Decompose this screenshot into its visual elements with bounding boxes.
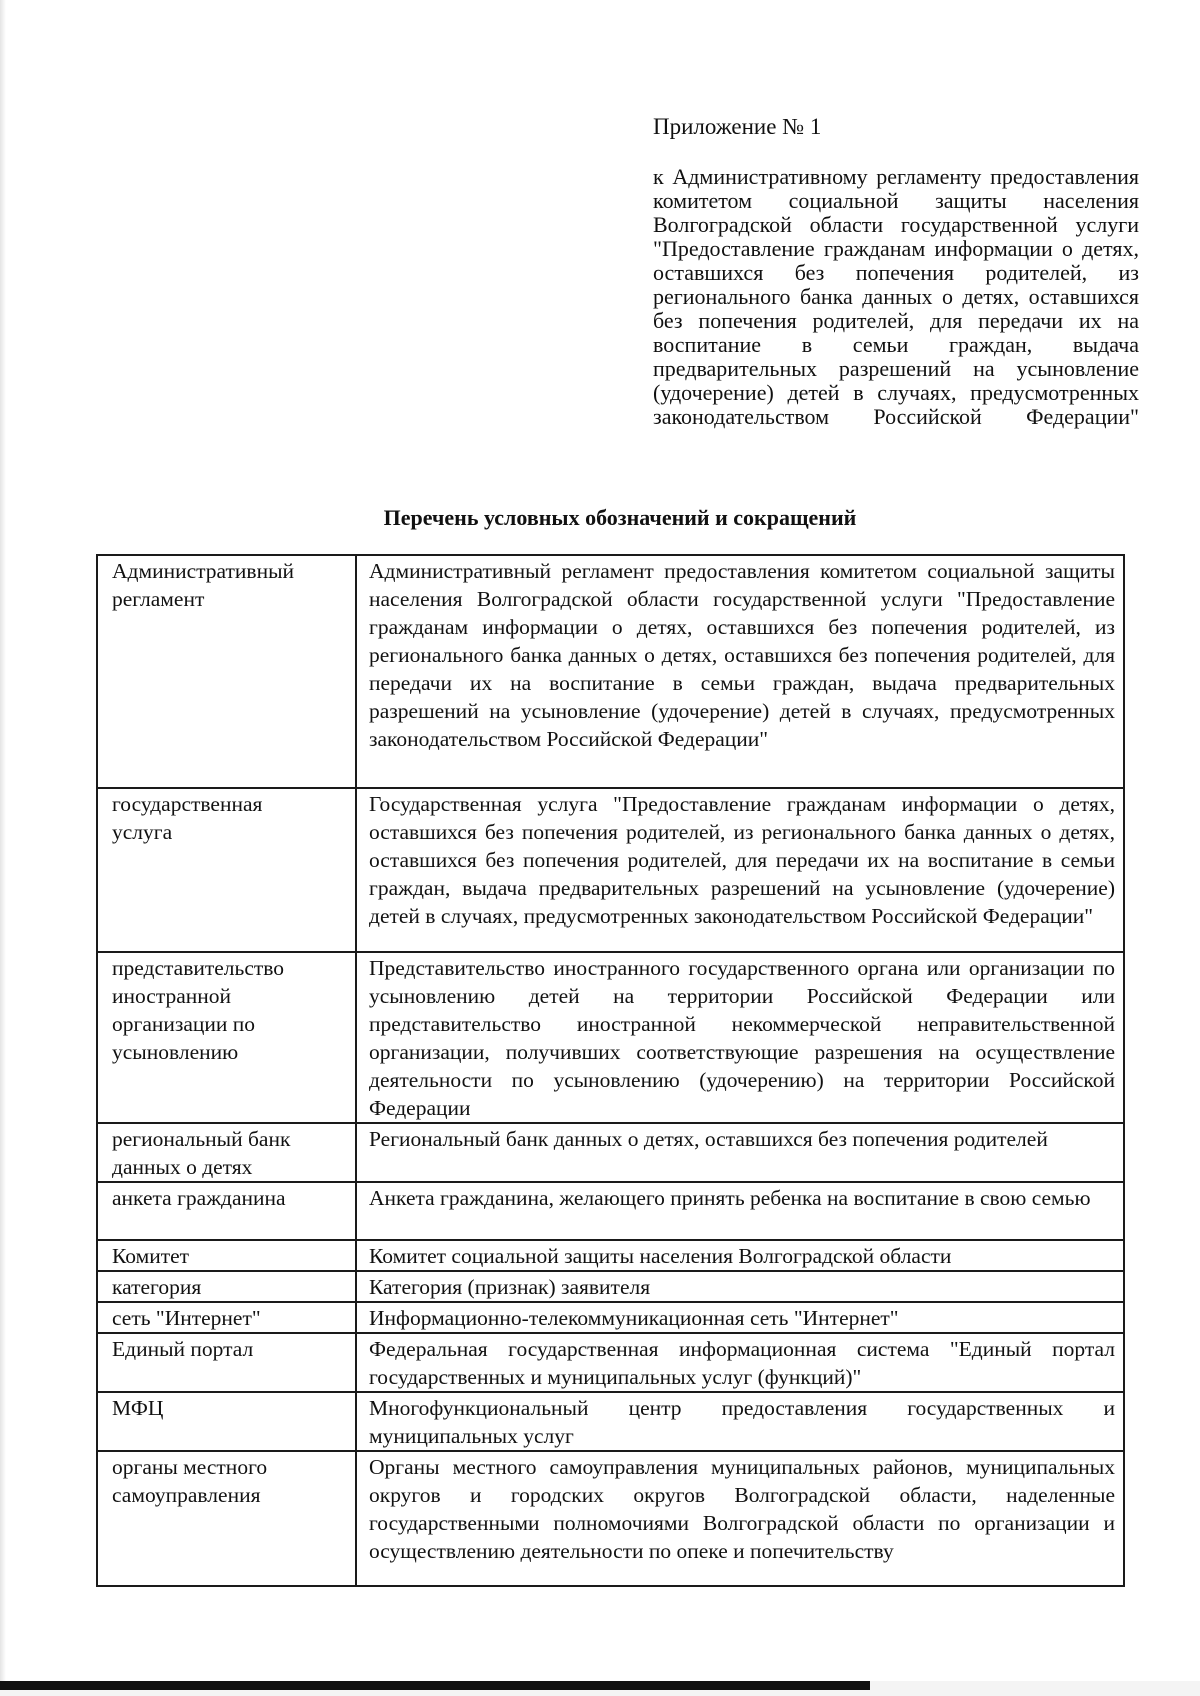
term-text: представительство иностранной организации по усыновлению xyxy=(112,956,285,1064)
definition-cell: Комитет социальной защиты населения Волгоградской области xyxy=(356,1240,1124,1271)
term-text: анкета гражданина xyxy=(112,1186,286,1210)
term-text: МФЦ xyxy=(112,1396,164,1420)
document-heading: Перечень условных обозначений и сокращений xyxy=(383,505,857,530)
term-text: Комитет xyxy=(112,1244,190,1268)
definition-cell: Многофункциональный центр предоставления государственных и муниципальных услуг xyxy=(356,1392,1124,1451)
table-row xyxy=(97,1182,1124,1240)
definition-cell: Федеральная государственная информационная система "Единый портал государственных и муниципальных услуг (функций)" xyxy=(356,1333,1124,1392)
term-text: государственная услуга xyxy=(112,792,263,844)
term-cell xyxy=(97,1451,356,1586)
table-row xyxy=(97,1392,1124,1451)
term-cell xyxy=(97,1302,356,1333)
term-text: сеть "Интернет" xyxy=(112,1306,261,1330)
term-cell xyxy=(97,1392,356,1451)
definition-cell: Региональный банк данных о детях, оставшихся без попечения родителей xyxy=(356,1123,1124,1182)
definition-cell: Категория (признак) заявителя xyxy=(356,1271,1124,1302)
term-text: Административный регламент xyxy=(112,559,295,611)
appendix-title: Приложение № 1 xyxy=(653,114,822,139)
term-cell xyxy=(97,1240,356,1271)
table-row xyxy=(97,788,1124,952)
definition-cell: Органы местного самоуправления муниципальных районов, муниципальных округов и городских округов Волгоградской области, наделенные государственными полномочиями Волгоградской области по организации и осуществлению деятельности по опеке и попечительству xyxy=(356,1451,1124,1586)
table-row xyxy=(97,1240,1124,1271)
term-cell xyxy=(97,1271,356,1302)
table-row xyxy=(97,1271,1124,1302)
table-row xyxy=(97,1123,1124,1182)
term-cell xyxy=(97,952,356,1123)
term-cell xyxy=(97,1123,356,1182)
term-cell xyxy=(97,1333,356,1392)
abbreviations-table xyxy=(96,554,1125,1587)
definition-cell: Административный регламент предоставления комитетом социальной защиты населения Волгоградской области государственной услуги "Предоставление гражданам информации о детях, оставшихся без попечения родителей, из регионального банка данных о детях, оставшихся без попечения родителей, для передачи их на воспитание в семьи граждан, выдача предварительных разрешений на усыновление (удочерение) детей в случаях, предусмотренных законодательством Российской Федерации" xyxy=(356,555,1124,788)
table-row xyxy=(97,1302,1124,1333)
appendix-description: к Административному регламенту предоставления комитетом социальной защиты населения Волгоградской области государственной услуги "Предоставление гражданам информации о детях, оставшихся без попечения родителей, из регионального банка данных о детях, оставшихся без попечения родителей, для передачи их на воспитание в семьи граждан, выдача предварительных разрешений на усыновление (удочерение) детей в случаях, предусмотренных законодательством Российской Федерации" xyxy=(653,164,1139,429)
definition-cell: Государственная услуга "Предоставление гражданам информации о детях, оставшихся без попечения родителей, из регионального банка данных о детях, оставшихся без попечения родителей, для передачи их на воспитание в семьи граждан, выдача предварительных разрешений на усыновление (удочерение) детей в случаях, предусмотренных законодательством Российской Федерации" xyxy=(356,788,1124,952)
term-text: региональный банк данных о детях xyxy=(112,1127,291,1179)
term-text: органы местного самоуправления xyxy=(112,1455,268,1507)
scan-left-edge xyxy=(0,0,6,1696)
table-row xyxy=(97,555,1124,788)
term-cell xyxy=(97,1182,356,1240)
term-cell xyxy=(97,555,356,788)
table-row xyxy=(97,1451,1124,1586)
definition-cell: Информационно-телекоммуникационная сеть "Интернет" xyxy=(356,1302,1124,1333)
term-text: категория xyxy=(112,1275,202,1299)
table-row xyxy=(97,952,1124,1123)
table-row xyxy=(97,1333,1124,1392)
definition-cell: Анкета гражданина, желающего принять ребенка на воспитание в свою семью xyxy=(356,1182,1124,1240)
term-text: Единый портал xyxy=(112,1337,254,1361)
term-cell xyxy=(97,788,356,952)
scan-bottom-edge xyxy=(0,1681,870,1690)
definition-cell: Представительство иностранного государственного органа или организации по усыновлению детей на территории Российской Федерации или представительство иностранной некоммерческой неправительственной организации, получивших соответствующие разрешения на осуществление деятельности по усыновлению (удочерению) на территории Российской Федерации xyxy=(356,952,1124,1123)
